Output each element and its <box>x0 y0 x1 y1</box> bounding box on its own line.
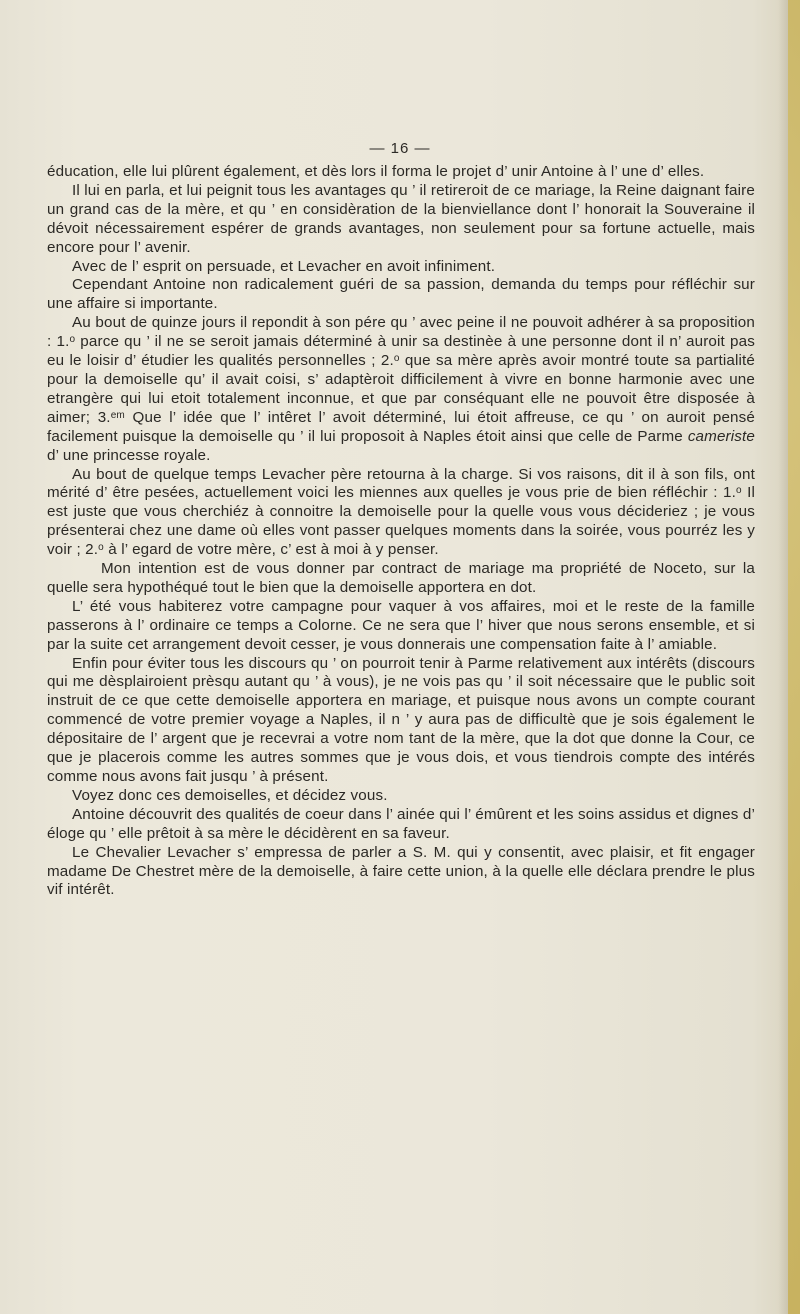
paragraph-p3 <box>47 258 755 277</box>
text-run: Cependant Antoine non radicalement guéri de sa passion, demanda du temps pour réfléchir sur une affaire si importante. <box>47 276 755 313</box>
text-run: L’ été vous habiterez votre campagne pour vaquer à vos affaires, moi et le reste de la famille passerons à l’ ordinaire ce temps a Colorne. Ce ne sera que l’ hiver que nous serons ensemble, et si par la suite cet arrangement devoit cesser, je vous donnerais une compensation faite à l’ amiable. <box>47 597 755 653</box>
text-run: Le Chevalier Levacher s’ empressa de parler a S. M. qui y consentit, avec plaisir, et fit engager madame De Chestret mère de la demoiselle, à faire cette union, à la quelle elle déclara prendre le plus vif intérêt. <box>47 843 755 899</box>
paragraph-p5 <box>47 314 755 465</box>
paragraph-p2 <box>47 182 755 258</box>
italic-text: cameriste <box>687 427 755 445</box>
text-run: que sa mère après avoir montré toute sa partialité pour la demoiselle qu’ il avait coisi, s’ adaptèroit difficilement à vivre en bonne harmonie avec une etrangère qui lui etoit totalement inconnue, et que par conséquant elle ne pouvoit être disposée à aimer; 3. <box>47 352 755 426</box>
superscript: o <box>735 485 742 497</box>
text-run: Enfin pour éviter tous les discours qu ’ on pourroit tenir à Parme relativement aux intérêts (discours qui me dèsplairoient prèsqu autant qu ’ à vous), je ne vois pas qu ’ il soit nécessaire que le public soit instruit de ce que cette demoiselle apportera en mariage, et puisque nous avons un compte courant commencé de votre premier voyage a Naples, il n ’ y aura pas de difficultè que je sois également le dépositaire de l’ argent que je recevrai a votre nom tant de la mère, que la dot que donne la Cour, ce que je placerois comme les autres sommes que je vous dois, et vous tiendrois compte des intérés comme nous avons fait jusqu ’ à présent. <box>47 654 755 785</box>
page-number: — 16 — <box>369 140 431 157</box>
text-run: Antoine découvrit des qualités de coeur dans l’ ainée qui l’ émûrent et les soins assidus et dignes d’ éloge qu ’ elle prêtoit à sa mère le décidèrent en sa faveur. <box>47 805 755 842</box>
body-text <box>47 163 755 900</box>
text-run: à l’ egard de votre mère, c’ est à moi à y penser. <box>103 541 439 559</box>
paragraph-p9 <box>47 655 755 787</box>
paragraph-p11 <box>47 806 755 844</box>
paragraph-p12 <box>47 844 755 901</box>
superscript: o <box>98 542 104 554</box>
text-run: Au bout de quinze jours il repondit à son pére qu ’ avec peine il ne pouvoit adhérer à sa proposition : 1. <box>47 314 755 351</box>
text-run: éducation, elle lui plûrent également, et dès lors il forma le projet d’ unir Antoine à l’ une d’ elles. <box>47 163 705 180</box>
text-run: Il est juste que vous cherchiéz à connoitre la demoiselle pour la quelle vous vous décideriez ; je vous présenterai chez une dame où elles vont passer quelques moments dans la soirée, vous pourréz les y voir ; 2. <box>47 484 755 559</box>
superscript: o <box>393 353 400 365</box>
text-run: d’ une princesse royale. <box>47 446 211 464</box>
paragraph-p7 <box>47 560 755 598</box>
text-run: Au bout de quelque temps Levacher père retourna à la charge. Si vos raisons, dit il à son fils, ont mérité d’ être pesées, actuellement voici les miennes aux quelles je vous prie de bien réfléchir : 1. <box>47 465 755 502</box>
paragraph-p4 <box>47 276 755 314</box>
superscript: o <box>69 334 76 346</box>
paragraph-p1 <box>47 163 755 182</box>
text-run: parce qu ’ il ne se seroit jamais déterminé à unir sa destinèe à une personne dont il n’ auroit pas eu le loisir d’ étudier les qualités personnelles ; 2. <box>47 333 755 370</box>
text-run: Voyez donc ces demoiselles, et décidez vous. <box>72 786 388 804</box>
text-run: Il lui en parla, et lui peignit tous les avantages qu ’ il retireroit de ce mariage, la Reine daignant faire un grand cas de la mère, et qu ’ en considèration de la bienviellance dont l’ honorait la Souveraine il dévoit nécessairement espérer de grands avantages, non seulement pour sa fortune actuelle, mais encore pour l’ avenir. <box>47 181 755 256</box>
paragraph-p6 <box>47 466 755 561</box>
paragraph-p8 <box>47 598 755 655</box>
paragraph-p10 <box>47 787 755 806</box>
text-run: Que l’ idée que l’ intêret l’ avoit déterminé, lui étoit affreuse, ce qu ’ on auroit pensé facilement puisque la demoiselle qu ’ il lui proposoit à Naples étoit ainsi que celle de Parme <box>47 408 755 445</box>
page-edge-strip <box>788 0 800 1314</box>
text-run: Mon intention est de vous donner par contract de mariage ma propriété de Noceto, sur la quelle sera hypothéqué tout le bien que la demoiselle apportera en dot. <box>47 560 755 596</box>
text-run: Avec de l’ esprit on persuade, et Levacher en avoit infiniment. <box>72 257 496 275</box>
page-edge-shadow <box>778 0 788 1314</box>
superscript: em <box>110 409 125 421</box>
